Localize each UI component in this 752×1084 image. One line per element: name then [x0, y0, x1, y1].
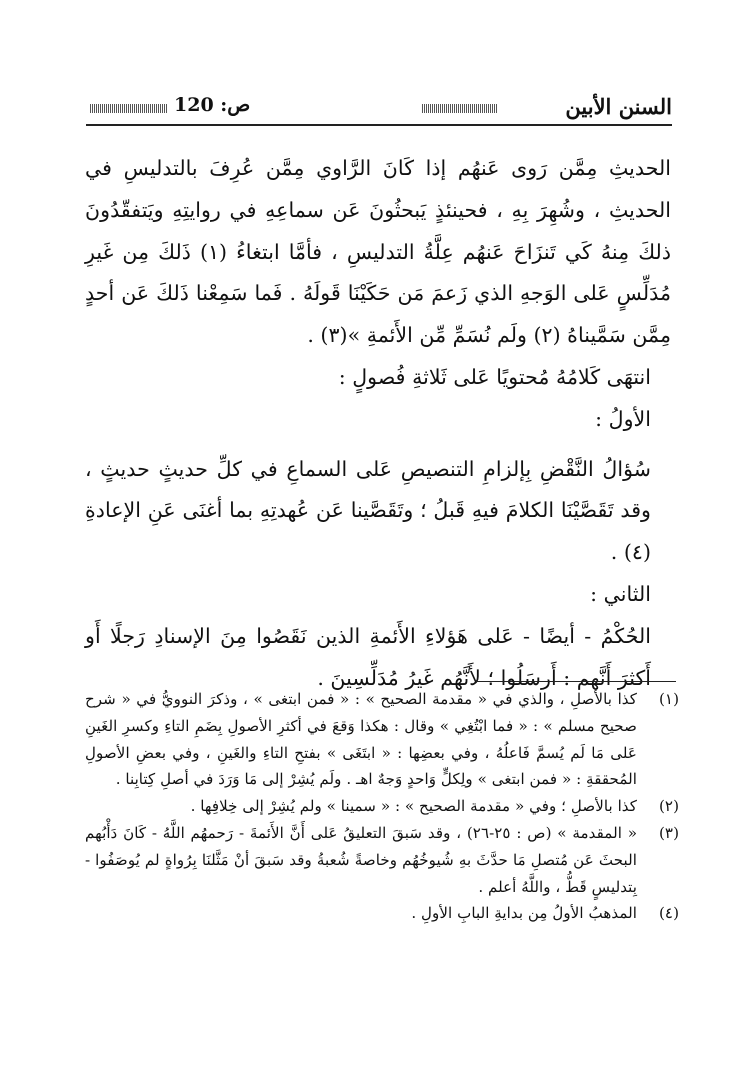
footnote — [85, 793, 679, 820]
footnote-number: (٢) — [658, 797, 679, 816]
footnote — [85, 900, 679, 927]
footnote-number: (١) — [658, 690, 679, 708]
running-header — [86, 92, 672, 126]
footnote — [85, 686, 679, 793]
footnote-number: (٤) — [658, 904, 679, 923]
footnote-number: (٣) — [658, 823, 679, 842]
footnotes — [85, 686, 679, 927]
main-text — [85, 148, 671, 699]
header-title: السنن الأبين — [565, 94, 672, 119]
footnote-separator — [476, 681, 676, 682]
section-heading: الأولُ : — [595, 406, 651, 431]
header-ornament — [422, 104, 498, 113]
page-number: ص: 120 — [174, 94, 251, 116]
footnote-text: كذا بالأصلِ ؛ وفي « مقدمة الصحيح » : « سمينا » ولم يُشِرْ إلى خِلافِها . — [190, 797, 637, 816]
footnote — [85, 820, 679, 900]
header-rule — [86, 124, 672, 126]
paragraph: انتهَى كَلامُهُ مُحتويًا عَلى ثَلاثةِ فُصولٍ : — [338, 364, 651, 389]
footnote-text: « المقدمة » (ص : ٢٥-٢٦) ، وقد سَبقَ التعليقُ عَلى أَنَّ الأَئمةَ - رَحمهُم اللَّهُ - كَانَ دَأْبُهم البحثَ عَن مُتصلِ مَا حدَّثَ بهِ شُيوخُهُم وخاصةً شُعبةُ وقد سَبقَ أنْ مَثَّلنَا بِرُواةٍ لم يُوصَفُوا - بِتدليسٍ قَطُّ ، واللَّهُ أعلم . — [85, 823, 637, 896]
footnote-text: المذهبُ الأولُ مِن بدايةِ البابِ الأولِ . — [411, 904, 637, 923]
paragraph: الحُكْمُ - أيضًا - عَلى هَؤلاءِ الأَئمةِ الذين نَقَصُوا مِنَ الإسنادِ رَجلًا أَو أَكثرَ أَنَّهم : أَرسَلُوا ؛ لأَنَّهُم غَيرُ مُدَلِّسِينَ . — [85, 623, 651, 690]
section-heading: الثاني : — [590, 581, 651, 606]
footnote-text: كذا بالأصلِ ، والذي في « مقدمة الصحيح » : « فمن ابتغى » ، وذكرَ النوويُّ في « شرح صحيح مسلم » : « فما ابْتُغِي » وقال : هكذا وَقعَ في أكثرِ الأصولِ بِضَمِ التاءِ وكسرِ الغَينِ عَلى مَا لَم يُسمَّ فَاعلُهُ ، وفي بعضِها : « ابتَغَى » بفتحِ التاءِ والغَينِ ، وفي بعضِ الأصولِ المُحققةِ : « فمن ابتغى » ولِكلٍّ وَاحدٍ وَجهٌ اهـ . ولَم يُشِرْ إلى مَا وَرَدَ في أصلِ كِتابِنا . — [85, 690, 637, 789]
header-ornament — [90, 104, 168, 113]
paragraph: سُؤالُ النَّقْضِ بِإلزامِ التنصيصِ عَلى السماعِ في كلِّ حديثٍ حديثٍ ، وقد تَقَصَّيْنَا الكلامَ فيهِ قَبلُ ؛ وتَقَصَّينا عَن عُهدتِهِ بما أغنَى عَنِ الإعادةِ (٤) . — [85, 456, 651, 565]
paragraph: الحديثِ مِمَّن رَوى عَنهُم إذا كَانَ الرَّاوي مِمَّن عُرِفَ بالتدليسِ في الحديثِ ، وشُهِرَ بِهِ ، فحينئذٍ يَبحثُونَ عَن سماعِهِ في روايتِهِ ويَتفقّدُونَ ذلكَ مِنهُ كَي تَنزَاحَ عَنهُم عِلَّةُ التدليسِ ، فأمَّا ابتغاءُ (١) ذَلكَ مِن غَيرِ مُدَلِّسٍ عَلى الوَجهِ الذي زَعمَ مَن حَكَيْنَا قَولَهُ . فَما سَمِعْنا ذَلكَ عَن أحدٍ مِمَّن سَمَّيناهُ (٢) ولَم نُسَمِّ مِّن الأَئمةِ »(٣) . — [85, 156, 671, 348]
